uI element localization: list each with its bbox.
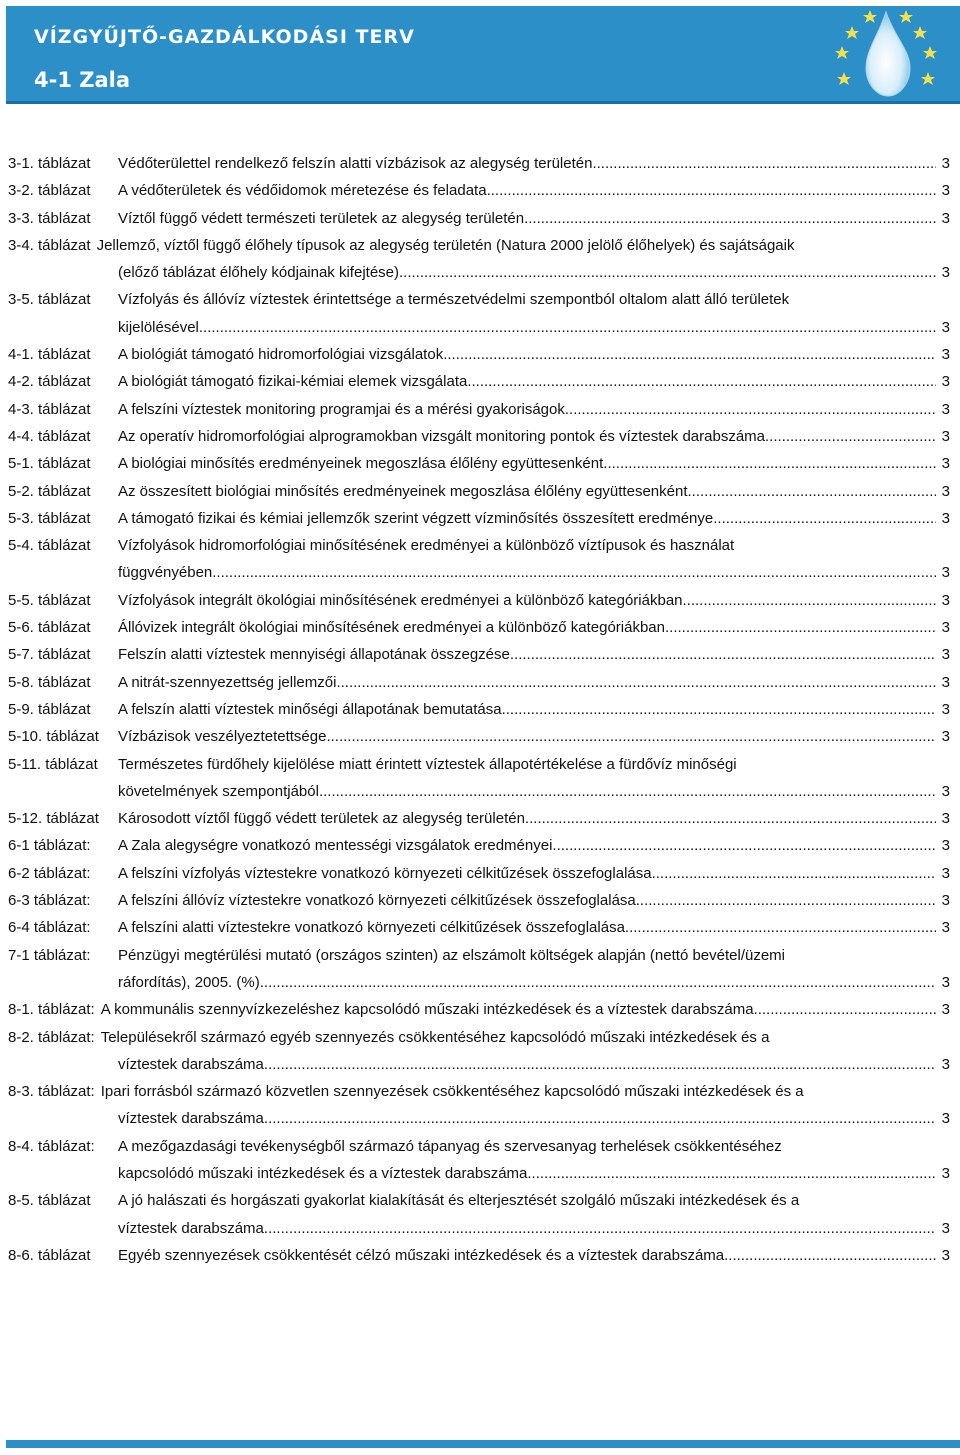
toc-entry-number: 8-6. táblázat: [8, 1246, 91, 1264]
toc-entry-line: [118, 314, 950, 341]
toc-entry-page: 3: [941, 673, 950, 691]
toc-entry-title: A biológiai minősítés eredményeinek megoszlása élőlény együttesenként: [118, 455, 604, 473]
toc-entry-line: [118, 914, 950, 941]
dot-leader: [665, 614, 936, 641]
toc-entry[interactable]: [8, 723, 950, 750]
toc-entry-page: 3: [941, 782, 950, 800]
toc-entry-page: 3: [941, 155, 950, 172]
toc-entry-line: [118, 1187, 950, 1214]
toc-entry-number: 5-1. táblázat: [8, 455, 91, 473]
toc-entry-title: A mezőgazdasági tevékenységből származó tápanyag és szervesanyag terhelések csökkentéséhez: [118, 1137, 782, 1155]
toc-entry-number: 5-12. táblázat: [8, 810, 99, 828]
toc-entry-number: 5-9. táblázat: [8, 700, 91, 718]
toc-entry-line: [91, 232, 950, 259]
toc-entry-body: [95, 1078, 950, 1133]
toc-entry-number: 3-2. táblázat: [8, 182, 91, 200]
toc-entry-body: [118, 887, 950, 914]
toc-entry-body: [118, 696, 950, 723]
dot-leader: [565, 396, 936, 423]
toc-entry-title: A jó halászati és horgászati gyakorlat kialakítását és elterjesztését szolgáló műszaki intézkedések és a: [118, 1192, 800, 1210]
toc-entry-body: [118, 1242, 950, 1269]
toc-entry-page: 3: [941, 509, 950, 527]
toc-entry[interactable]: [8, 1133, 950, 1188]
toc-entry-title: ráfordítás), 2005. (%): [118, 973, 260, 991]
toc-entry-body: [118, 423, 950, 450]
toc-entry-line: [118, 396, 950, 423]
toc-entry-page: 3: [941, 427, 950, 445]
toc-entry[interactable]: [8, 368, 950, 395]
toc-entry-line: [118, 860, 950, 887]
toc-entry-title: Vízfolyások integrált ökológiai minősítésének eredményei a különböző kategóriákban: [118, 591, 683, 609]
toc-entry-line: [118, 969, 950, 996]
toc-entry-body: [118, 587, 950, 614]
toc-entry-body: [91, 232, 950, 287]
toc-entry-body: [118, 723, 950, 750]
toc-entry-title: követelmények szempontjából: [118, 782, 319, 800]
toc-entry-number: 6-4 táblázat:: [8, 919, 91, 937]
dot-leader: [724, 1242, 936, 1269]
toc-entry-title: Felszín alatti víztestek mennyiségi állapotának összegzése: [118, 646, 510, 664]
toc-entry-body: [118, 914, 950, 941]
footer-bar: [6, 1440, 960, 1448]
dot-leader: [336, 669, 935, 696]
toc-entry-body: [118, 505, 950, 532]
toc-entry-number: 4-4. táblázat: [8, 427, 91, 445]
toc-entry[interactable]: [8, 914, 950, 941]
toc-entry[interactable]: [8, 286, 950, 341]
dot-leader: [652, 860, 936, 887]
toc-entry-number: 5-6. táblázat: [8, 619, 91, 637]
toc-entry-page: 3: [941, 455, 950, 473]
toc-entry-number: 4-3. táblázat: [8, 400, 91, 418]
toc-entry-number: 5-10. táblázat: [8, 728, 99, 746]
dot-leader: [264, 1105, 936, 1132]
toc-entry-title: (előző táblázat élőhely kódjainak kifejtése): [118, 264, 399, 282]
toc-entry-title: A felszíni víztestek monitoring programjai és a mérési gyakoriságok: [118, 400, 565, 418]
toc-entry-title: Védőterülettel rendelkező felszín alatti vízbázisok az alegység területén: [118, 155, 593, 172]
toc-entry-page: 3: [941, 864, 950, 882]
dot-leader: [326, 723, 935, 750]
toc-entry-line: [118, 669, 950, 696]
toc-entry-title: A felszíni állóvíz víztestekre vonatkozó környezeti célkitűzések összefoglalása: [118, 892, 636, 910]
toc-entry-line: [95, 1024, 950, 1051]
toc-entry-line: [118, 696, 950, 723]
toc-entry[interactable]: [8, 341, 950, 368]
toc-entry[interactable]: [8, 177, 950, 204]
toc-entry-body: [118, 641, 950, 668]
dot-leader: [754, 996, 936, 1023]
toc-entry-line: [118, 286, 950, 313]
toc-entry-line: [118, 532, 950, 559]
toc-entry-body: [118, 450, 950, 477]
dot-leader: [765, 423, 936, 450]
toc-entry-title: Településekről származó egyéb szennyezés csökkentéséhez kapcsolódó műszaki intézkedések és a: [100, 1028, 770, 1046]
toc-entry-line: [118, 559, 950, 586]
toc-entry[interactable]: [8, 614, 950, 641]
dot-leader: [260, 969, 936, 996]
table-of-tables: [8, 150, 950, 1269]
toc-entry-title: A támogató fizikai és kémiai jellemzők szerint végzett vízminősítés összesített eredménye: [118, 509, 714, 527]
document-header: [6, 6, 960, 104]
toc-entry[interactable]: [8, 669, 950, 696]
toc-entry-number: 6-2 táblázat:: [8, 864, 91, 882]
toc-entry-page: 3: [941, 373, 950, 391]
toc-entry-page: 3: [941, 837, 950, 855]
dot-leader: [524, 205, 936, 232]
toc-entry-title: víztestek darabszáma: [118, 1110, 264, 1128]
toc-entry-title: Egyéb szennyezések csökkentését célzó műszaki intézkedések és a víztestek darabszáma: [118, 1246, 725, 1264]
toc-entry-title: Károsodott víztől függő védett területek az alegység területén: [118, 810, 525, 828]
dot-leader: [510, 641, 936, 668]
toc-entry-line: [118, 887, 950, 914]
toc-entry-number: 3-4. táblázat: [8, 236, 91, 254]
toc-entry-title: A felszíni alatti víztestekre vonatkozó környezeti célkitűzések összefoglalása: [118, 919, 625, 937]
toc-entry-line: [118, 805, 950, 832]
toc-entry-page: 3: [941, 1110, 950, 1128]
toc-entry-title: Vízfolyás és állóvíz víztestek érintettsége a természetvédelmi szempontból oltalom alatt álló területek: [118, 291, 790, 309]
dot-leader: [713, 505, 935, 532]
toc-entry-number: 5-11. táblázat: [8, 755, 98, 773]
toc-entry-number: 5-3. táblázat: [8, 509, 91, 527]
toc-entry-page: 3: [941, 919, 950, 937]
toc-entry-title: A felszín alatti víztestek minőségi állapotának bemutatása: [118, 700, 502, 718]
toc-entry[interactable]: [8, 1187, 950, 1242]
toc-entry-number: 4-1. táblázat: [8, 346, 91, 364]
toc-entry-body: [118, 150, 950, 177]
toc-entry-page: 3: [941, 646, 950, 664]
toc-entry-line: [118, 478, 950, 505]
toc-entry-line: [118, 341, 950, 368]
toc-entry-body: [118, 177, 950, 204]
toc-entry-line: [95, 996, 950, 1023]
toc-entry[interactable]: [8, 805, 950, 832]
toc-entry-title: Ipari forrásból származó közvetlen szennyezések csökkentéséhez kapcsolódó műszaki intézkedések és a: [100, 1083, 804, 1101]
toc-entry-page: 3: [941, 400, 950, 418]
toc-entry-title: kapcsolódó műszaki intézkedések és a víztestek darabszáma: [118, 1164, 528, 1182]
toc-entry-line: [118, 778, 950, 805]
toc-entry-body: [118, 1133, 950, 1188]
dot-leader: [687, 478, 935, 505]
toc-entry-page: 3: [941, 1219, 950, 1237]
toc-entry-number: 5-8. táblázat: [8, 673, 91, 691]
toc-entry-title: Az operatív hidromorfológiai alprogramokban vizsgált monitoring pontok és víztestek darabszáma: [118, 427, 765, 445]
toc-entry-body: [118, 832, 950, 859]
toc-entry-line: [118, 205, 950, 232]
toc-entry[interactable]: [8, 205, 950, 232]
toc-entry-body: [95, 1024, 950, 1079]
dot-leader: [199, 314, 936, 341]
toc-entry-title: A nitrát-szennyezettség jellemzői: [118, 673, 337, 691]
toc-entry-title: A kommunális szennyvízkezeléshez kapcsolódó műszaki intézkedések és a víztestek darabszáma: [100, 1001, 754, 1019]
toc-entry[interactable]: [8, 1024, 950, 1079]
toc-entry[interactable]: [8, 996, 950, 1023]
dot-leader: [683, 587, 936, 614]
toc-entry-line: [118, 1160, 950, 1187]
toc-entry-number: 5-4. táblázat: [8, 537, 91, 555]
toc-entry-page: 3: [941, 973, 950, 991]
dot-leader: [467, 368, 935, 395]
toc-entry-body: [118, 614, 950, 641]
toc-entry-page: 3: [941, 810, 950, 828]
toc-entry-number: 3-5. táblázat: [8, 291, 91, 309]
toc-entry-page: 3: [941, 182, 950, 200]
toc-entry-title: Az összesített biológiai minősítés eredményeinek megoszlása élőlény együttesenként: [118, 482, 688, 500]
toc-entry-line: [118, 368, 950, 395]
toc-entry-number: 3-3. táblázat: [8, 209, 91, 227]
toc-entry[interactable]: [8, 751, 950, 806]
dot-leader: [443, 341, 935, 368]
toc-entry-title: A felszíni vízfolyás víztestekre vonatkozó környezeti célkitűzések összefoglalása: [118, 864, 652, 882]
toc-entry[interactable]: [8, 505, 950, 532]
toc-entry-title: Jellemző, víztől függő élőhely típusok az alegység területén (Natura 2000 jelölő élőhelyek) és sajátságaik: [96, 236, 795, 254]
toc-entry-title: Vízbázisok veszélyeztetettsége: [118, 728, 327, 746]
toc-entry-number: 6-3 táblázat:: [8, 892, 91, 910]
toc-entry-line: [118, 641, 950, 668]
toc-entry-title: A biológiát támogató fizikai-kémiai elemek vizsgálata: [118, 373, 468, 391]
toc-entry[interactable]: [8, 860, 950, 887]
toc-entry-number: 8-2. táblázat:: [8, 1028, 95, 1046]
toc-entry-body: [118, 205, 950, 232]
toc-entry-line: [118, 177, 950, 204]
toc-entry[interactable]: [8, 423, 950, 450]
toc-entry-page: 3: [941, 318, 950, 336]
toc-entry-title: A védőterületek és védőidomok méretezése és feladata: [118, 182, 487, 200]
toc-entry-title: víztestek darabszáma: [118, 1055, 264, 1073]
toc-entry-body: [118, 751, 950, 806]
toc-entry-title: kijelölésével: [118, 318, 199, 336]
dot-leader: [264, 1215, 936, 1242]
toc-entry[interactable]: [8, 1242, 950, 1269]
toc-entry-title: A biológiát támogató hidromorfológiai vizsgálatok: [118, 346, 444, 364]
toc-entry[interactable]: [8, 450, 950, 477]
toc-entry-number: 5-5. táblázat: [8, 591, 91, 609]
toc-entry[interactable]: [8, 942, 950, 997]
toc-entry[interactable]: [8, 150, 950, 177]
toc-entry-page: 3: [941, 700, 950, 718]
toc-entry-body: [118, 860, 950, 887]
toc-entry-line: [118, 614, 950, 641]
dot-leader: [603, 450, 935, 477]
toc-entry[interactable]: [8, 232, 950, 287]
toc-entry[interactable]: [8, 396, 950, 423]
toc-entry-body: [95, 996, 950, 1023]
toc-entry-line: [118, 1133, 950, 1160]
toc-entry-title: A Zala alegységre vonatkozó mentességi vizsgálatok eredményei: [118, 837, 553, 855]
toc-entry-page: 3: [941, 209, 950, 227]
dot-leader: [487, 177, 936, 204]
dot-leader: [592, 150, 935, 177]
toc-entry-number: 7-1 táblázat:: [8, 946, 91, 964]
toc-entry[interactable]: [8, 832, 950, 859]
toc-entry-number: 4-2. táblázat: [8, 373, 91, 391]
toc-entry-body: [118, 396, 950, 423]
water-drop-eu-stars-logo: [822, 6, 960, 102]
dot-leader: [502, 696, 936, 723]
toc-entry-page: 3: [941, 1055, 950, 1073]
toc-entry-line: [118, 259, 950, 286]
toc-entry-line: [118, 1215, 950, 1242]
toc-entry-page: 3: [941, 564, 950, 582]
dot-leader: [552, 832, 935, 859]
document-subtitle: 4-1 Zala: [34, 68, 131, 92]
toc-entry-line: [118, 505, 950, 532]
toc-entry-title: Vízfolyások hidromorfológiai minősítésének eredményei a különböző víztípusok és használat: [118, 537, 735, 555]
toc-entry-line: [118, 1105, 950, 1132]
toc-entry-line: [118, 751, 950, 778]
document-title: VÍZGYŰJTŐ-GAZDÁLKODÁSI TERV: [34, 26, 415, 48]
toc-entry-number: 8-4. táblázat:: [8, 1137, 95, 1155]
toc-entry-page: 3: [941, 482, 950, 500]
toc-entry-number: 5-7. táblázat: [8, 646, 91, 664]
toc-entry-line: [95, 1078, 950, 1105]
toc-entry-body: [118, 368, 950, 395]
toc-entry[interactable]: [8, 696, 950, 723]
toc-entry-line: [118, 450, 950, 477]
toc-entry-number: 8-5. táblázat: [8, 1192, 91, 1210]
toc-entry-page: 3: [941, 591, 950, 609]
dot-leader: [525, 805, 936, 832]
toc-entry-body: [118, 669, 950, 696]
toc-entry-line: [118, 423, 950, 450]
toc-entry-line: [118, 1242, 950, 1269]
toc-entry-page: 3: [941, 1246, 950, 1264]
toc-entry-title: Állóvizek integrált ökológiai minősítésének eredményei a különböző kategóriákban: [118, 619, 665, 637]
toc-entry[interactable]: [8, 1078, 950, 1133]
toc-entry-page: 3: [941, 728, 950, 746]
toc-entry-line: [118, 1051, 950, 1078]
toc-entry[interactable]: [8, 532, 950, 587]
toc-entry-title: víztestek darabszáma: [118, 1219, 264, 1237]
dot-leader: [636, 887, 936, 914]
toc-entry[interactable]: [8, 641, 950, 668]
dot-leader: [319, 778, 936, 805]
toc-entry-number: 8-3. táblázat:: [8, 1083, 95, 1101]
toc-entry-body: [118, 805, 950, 832]
toc-entry-page: 3: [941, 1164, 950, 1182]
toc-entry-body: [118, 341, 950, 368]
toc-entry-title: függvényében: [118, 564, 213, 582]
toc-entry-page: 3: [941, 619, 950, 637]
toc-entry-body: [118, 286, 950, 341]
dot-leader: [212, 559, 935, 586]
toc-entry[interactable]: [8, 887, 950, 914]
toc-entry-number: 8-1. táblázat:: [8, 1001, 95, 1019]
dot-leader: [264, 1051, 936, 1078]
toc-entry-number: 6-1 táblázat:: [8, 837, 91, 855]
toc-entry-page: 3: [941, 892, 950, 910]
dot-leader: [527, 1160, 935, 1187]
toc-entry-title: Természetes fürdőhely kijelölése miatt érintett víztestek állapotértékelése a fürdővíz minőségi: [118, 755, 737, 773]
toc-entry-body: [118, 942, 950, 997]
toc-entry-line: [118, 587, 950, 614]
toc-entry-line: [118, 150, 950, 177]
toc-entry-body: [118, 532, 950, 587]
dot-leader: [399, 259, 936, 286]
toc-entry-number: 3-1. táblázat: [8, 155, 91, 172]
toc-entry-page: 3: [941, 1001, 950, 1019]
toc-entry-title: Pénzügyi megtérülési mutató (országos szinten) az elszámolt költségek alapján (nettó bevétel/üzemi: [118, 946, 786, 964]
toc-entry-body: [118, 478, 950, 505]
toc-entry-page: 3: [941, 346, 950, 364]
toc-entry-title: Víztől függő védett természeti területek az alegység területén: [118, 209, 525, 227]
toc-entry[interactable]: [8, 478, 950, 505]
toc-entry-number: 5-2. táblázat: [8, 482, 91, 500]
toc-entry-line: [118, 832, 950, 859]
toc-entry[interactable]: [8, 587, 950, 614]
toc-entry-body: [118, 1187, 950, 1242]
toc-entry-line: [118, 723, 950, 750]
dot-leader: [625, 914, 936, 941]
toc-entry-line: [118, 942, 950, 969]
toc-entry-page: 3: [941, 264, 950, 282]
